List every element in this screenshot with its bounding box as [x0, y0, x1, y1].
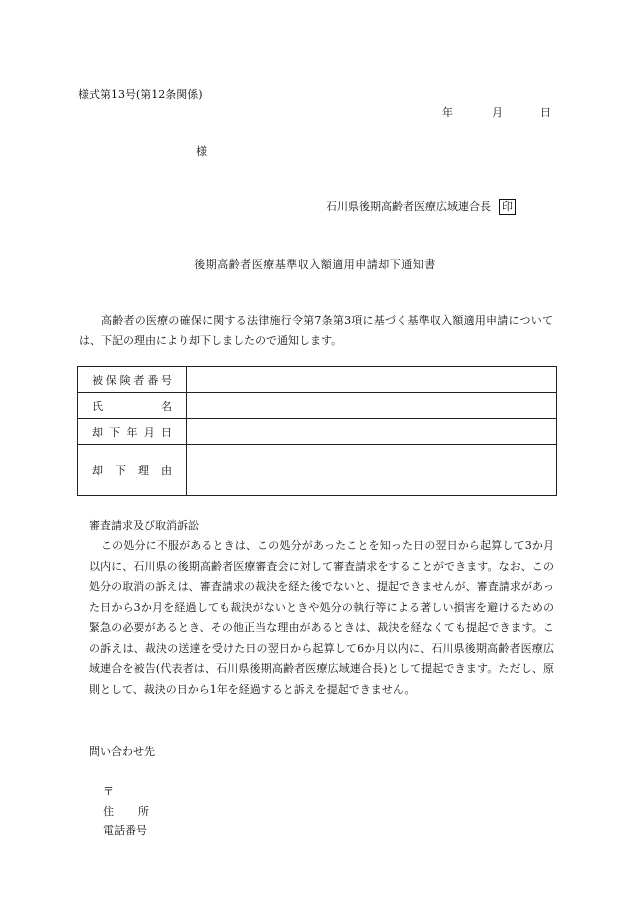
- table-row: [78, 445, 557, 496]
- rejection-date-label: 却 下 年 月 日: [92, 425, 172, 439]
- issuer-name: 石川県後期高齢者医療広域連合長: [326, 200, 491, 213]
- addressee-suffix: 様: [196, 145, 207, 158]
- name-value: [187, 393, 557, 419]
- table-row: [78, 419, 557, 445]
- insured-number-label: 被 保 険 者 番 号: [92, 373, 172, 387]
- rejection-date-value: [187, 419, 557, 445]
- postal-mark: 〒: [103, 785, 114, 798]
- table-label-cell: [78, 419, 187, 445]
- rejection-reason-label: 却 下 理 由: [92, 464, 172, 477]
- rejection-reason-value: [187, 445, 557, 496]
- seal-mark: 印: [499, 199, 516, 215]
- phone-label: 電話番号: [103, 824, 147, 837]
- document-title: 後期高齢者医療基準収入額適用申請却下通知書: [194, 258, 436, 271]
- appeal-heading: 審査請求及び取消訴訟: [89, 519, 199, 532]
- date-month-label: 月: [492, 106, 503, 119]
- table-label-cell: [78, 393, 187, 419]
- notice-body: 高齢者の医療の確保に関する法律施行令第7条第3項に基づく基準収入額適用申請については、下記の理由により却下しましたので通知します。: [79, 314, 553, 347]
- table-label-cell: [78, 445, 187, 496]
- table-row: [78, 393, 557, 419]
- table-label-cell: [78, 367, 187, 393]
- date-year-label: 年: [442, 106, 453, 119]
- name-label: 氏 名: [92, 399, 172, 413]
- info-table: [77, 366, 557, 496]
- date-day-label: 日: [540, 106, 551, 119]
- insured-number-value: [187, 367, 557, 393]
- appeal-text: この処分に不服があるときは、この処分があったことを知った日の翌日から起算して3か月以内に、石川県の後期高齢者医療審査会に対して審査請求をすることができます。なお、この処分の取消の訴えは、審査請求の裁決を経た後でないと、提起できませんが、審査請求があった日から3か月を経過しても裁決がないときや処分の執行等による著しい損害を避けるための緊急の必要があるとき、その他正当な理由があるときは、裁決を経なくても提起できます。この訴えは、裁決の送達を受けた日の翌日から起算して6か月以内に、石川県後期高齢者医療広域連合を被告(代表者は、石川県後期高齢者医療広域連合長)として提起できます。ただし、原則として、裁決の日から1年を経過すると訴えを提起できません。: [89, 539, 554, 696]
- issuer-line: [326, 198, 516, 215]
- table-row: [78, 367, 557, 393]
- form-number: 様式第13号(第12条関係): [78, 88, 203, 101]
- address-label: 住 所: [103, 805, 149, 818]
- contact-heading: 問い合わせ先: [89, 745, 155, 758]
